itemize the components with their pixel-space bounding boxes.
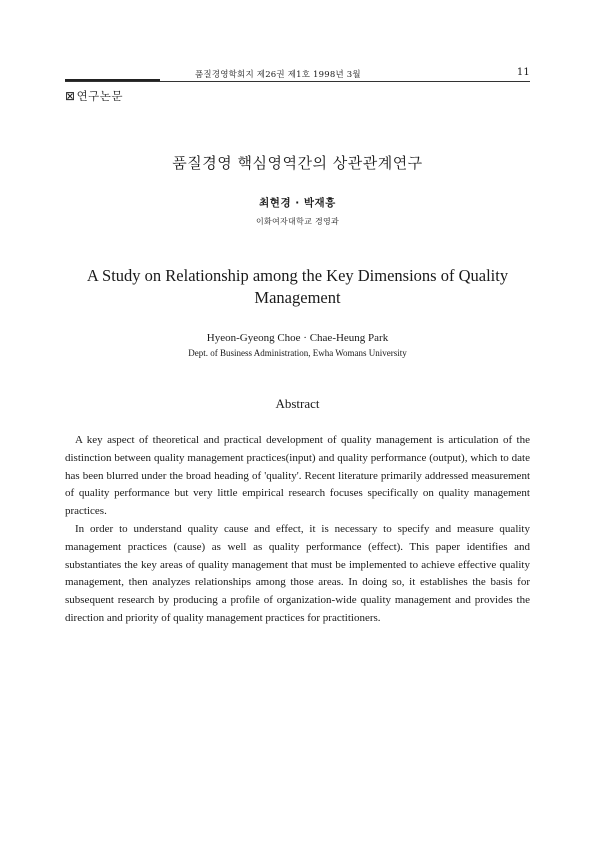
english-title: A Study on Relationship among the Key Dimensions of Quality Management bbox=[86, 266, 509, 307]
korean-title: 품질경영 핵심영역간의 상관관계연구 bbox=[172, 154, 423, 172]
section-label bbox=[65, 88, 123, 104]
english-affiliation: Dept. of Business Administration, Ewha Womans University bbox=[188, 348, 407, 358]
korean-authors: 최현경 · 박재흥 bbox=[259, 197, 336, 209]
journal-citation: 품질경영학회지 제26권 제1호 1998년 3월 bbox=[195, 70, 361, 80]
abstract-heading: Abstract bbox=[275, 396, 320, 411]
abstract-paragraph: In order to understand quality cause and effect, it is necessary to specify and measure quality management practices (cause) as well as quality performance (effect). This paper identifies and substantiates the key areas of quality management that must be implemented to achieve effective quality management, then analyzes relationships among those areas. In doing so, it establishes the basis for subsequent research by producing a profile of organization-wide quality management and provides the direction and priority of quality management practices for practitioners. bbox=[65, 522, 530, 624]
boxed-x-icon: ⊠ bbox=[65, 89, 76, 103]
english-authors: Hyeon-Gyeong Choe · Chae-Heung Park bbox=[206, 332, 389, 344]
abstract-paragraph: A key aspect of theoretical and practical development of quality management is articulation of the distinction between quality management practices(input) and quality performance (output), which to date has been blurred under the broad heading of 'quality'. Recent literature primarily addressed measurement of quality performance but very little empirical research focuses specifically on quality management practices. bbox=[65, 434, 530, 518]
korean-affiliation: 이화여자대학교 경영과 bbox=[255, 217, 340, 226]
abstract-body bbox=[65, 432, 530, 628]
section-label-text: 연구논문 bbox=[76, 89, 123, 103]
header-rule bbox=[65, 81, 530, 82]
page-number: 11 bbox=[516, 67, 530, 78]
